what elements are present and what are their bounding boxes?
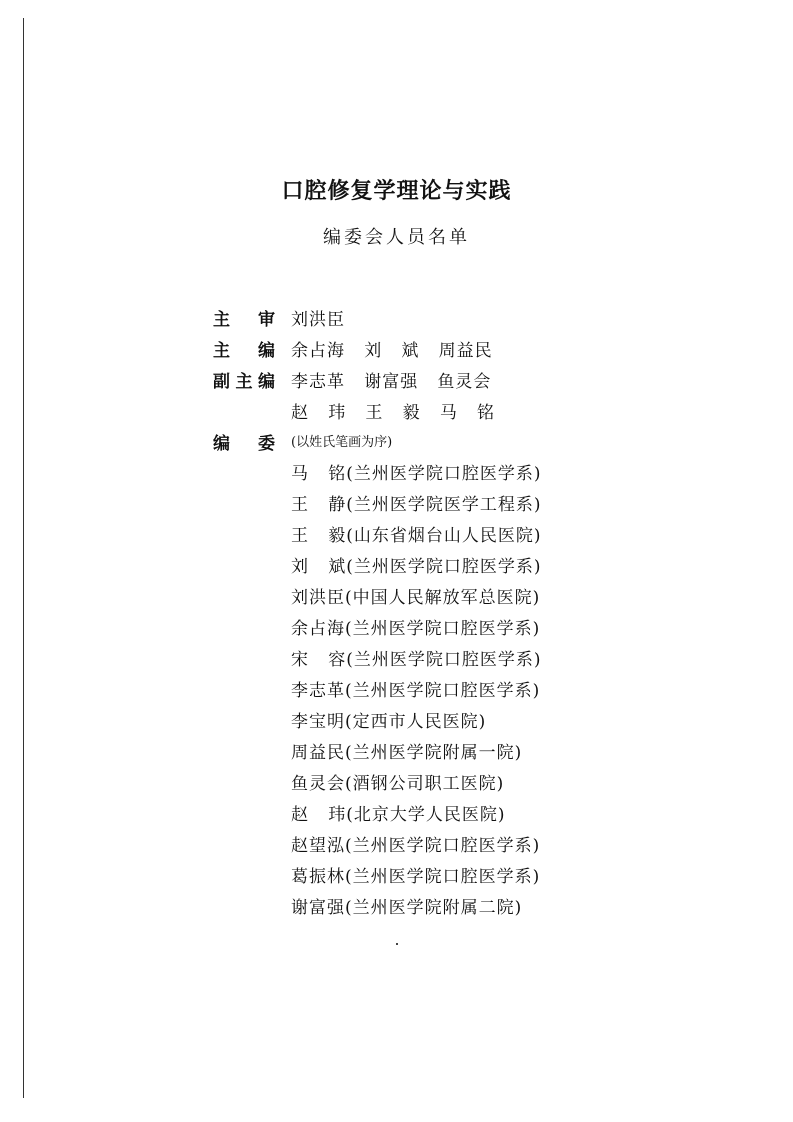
ordering-note: (以姓氏笔画为序) — [291, 435, 393, 450]
role-names: 赵 玮 王 毅 马 铭 — [291, 403, 496, 423]
list-item: 李志革(兰州医学院口腔医学系) — [291, 681, 541, 701]
list-item: 刘 斌(兰州医学院口腔医学系) — [291, 557, 542, 577]
list-item: 李宝明(定西市人民医院) — [291, 712, 487, 732]
role-names: 余占海 刘 斌 周益民 — [291, 341, 493, 361]
role-names: 刘洪臣 — [291, 310, 345, 330]
member-list — [291, 459, 541, 924]
list-item: 宋 容(兰州医学院口腔医学系) — [291, 650, 542, 670]
stray-dot — [396, 943, 398, 945]
list-item: 刘洪臣(中国人民解放军总医院) — [291, 588, 541, 608]
list-item: 周益民(兰州医学院附属一院) — [291, 743, 523, 763]
role-names: 李志革 谢富强 鱼灵会 — [291, 372, 492, 392]
role-label: 副主编 — [213, 372, 275, 392]
list-item: 谢富强(兰州医学院附属二院) — [291, 898, 523, 918]
list-item: 王 静(兰州医学院医学工程系) — [291, 495, 542, 515]
role-label: 主编 — [213, 341, 275, 361]
role-label: 编委 — [213, 434, 275, 454]
list-item: 马 铭(兰州医学院口腔医学系) — [291, 464, 542, 484]
role-label: 主审 — [213, 310, 275, 330]
list-item: 余占海(兰州医学院口腔医学系) — [291, 619, 541, 639]
list-item: 鱼灵会(酒钢公司职工医院) — [291, 774, 505, 794]
book-title: 口腔修复学理论与实践 — [281, 179, 512, 204]
subtitle: 编委会人员名单 — [323, 227, 470, 248]
list-item: 赵望泓(兰州医学院口腔医学系) — [291, 836, 541, 856]
list-item: 赵 玮(北京大学人民医院) — [291, 805, 506, 825]
list-item: 王 毅(山东省烟台山人民医院) — [291, 526, 542, 546]
role-names — [291, 429, 392, 449]
list-item: 葛振林(兰州医学院口腔医学系) — [291, 867, 541, 887]
